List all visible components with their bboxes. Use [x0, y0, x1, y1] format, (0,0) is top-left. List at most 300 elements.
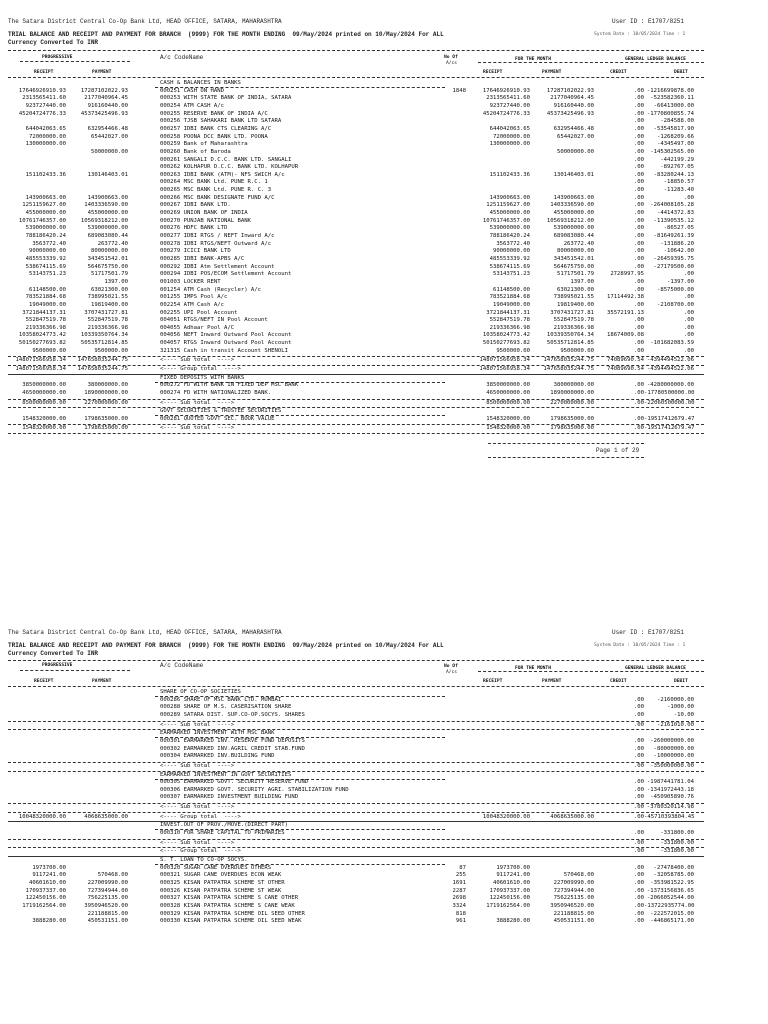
no-of-label: No Of: [444, 55, 458, 60]
cell-c8: -8575000.00: [656, 286, 694, 293]
cell-c2: 450531151.00: [87, 918, 128, 925]
cell-c8: -86527.05: [663, 225, 694, 232]
table-row: [0, 172, 768, 179]
cell-c3: 000267 IDBI BANK LTD.: [160, 202, 231, 209]
cell-c1: 8500000000.00: [22, 399, 66, 406]
cell-c3: 000278 IDBI RTGS/NEFT Outward A/c: [160, 240, 272, 247]
cell-c1: 130000000.00: [25, 141, 66, 148]
table-row: [0, 134, 768, 141]
cell-c5: 8500000000.00: [486, 399, 530, 406]
cell-c4: 3324: [452, 902, 466, 909]
cell-c5: 1719162564.00: [486, 902, 530, 909]
cell-c1: 2313565411.60: [22, 95, 66, 102]
cell-c2: 552847519.78: [87, 317, 128, 324]
cell-c3: 321315 Cash in transit Account SHENOLI: [160, 347, 288, 354]
cell-c3: 000269 UNION BANK OF INDIA: [160, 210, 248, 217]
payment-label-month-p2: PAYMENT: [542, 679, 562, 684]
cell-c3: 000325 KISAN PATPATRA SCHEME ST OTHER: [160, 879, 285, 886]
cell-c6: 380000000.00: [553, 382, 594, 389]
cell-c8: -4280000000.00: [646, 382, 694, 389]
credit-label-p2: CREDIT: [610, 679, 627, 684]
cell-c2: 50000000.00: [90, 148, 128, 155]
cell-c5: 923727440.00: [489, 102, 530, 109]
cell-c6: 19819400.00: [556, 301, 594, 308]
bank-name: The Satara District Central Co-Op Bank Ltd, HEAD OFFICE, SATARA, MAHARASHTRA: [8, 18, 282, 25]
credit-label: CREDIT: [610, 70, 627, 75]
cell-c8: -27478400.00: [653, 864, 694, 871]
cell-c1: 3888280.00: [32, 918, 66, 925]
cell-c8: .00: [683, 332, 694, 339]
cell-c8: .00: [683, 309, 694, 316]
cell-c1: 552847519.78: [25, 317, 66, 324]
cell-c7: .00: [633, 745, 644, 752]
currency-note: Currency Converted To INR: [8, 39, 99, 46]
table-row: [0, 233, 768, 240]
cell-c6: 689083080.44: [553, 233, 594, 239]
table-row: [0, 210, 768, 217]
cell-c4: 2698: [452, 895, 466, 902]
cell-c7: .00: [633, 762, 644, 769]
cell-c5: 1973700.00: [496, 864, 530, 871]
report-title: TRIAL BALANCE AND RECEIPT AND PAYMENT FOR BRANCH (9999) FOR THE MONTH ENDING 09/May/2024 printed on 10/May/2024 For ALL: [8, 31, 444, 38]
receipt-label-p2: RECEIPT: [34, 679, 54, 684]
cell-c7: .00: [633, 721, 644, 728]
cell-c6: 727394944.00: [553, 887, 594, 894]
cell-c3: 000251 CASH ON HAND: [160, 87, 224, 94]
cell-c6: 1403336590.00: [550, 202, 594, 209]
cell-c3: FIXED DEPOSITS WITH BANKS: [160, 374, 245, 381]
table-row: [0, 126, 768, 133]
cell-c3: 000307 EARMARKED INVESTMENT BUILDING FUND: [160, 794, 299, 801]
cell-c5: 122450156.00: [489, 895, 530, 902]
cell-c3: <---- Sub total ---->: [160, 357, 235, 364]
cell-c2: 143900663.00: [87, 194, 128, 201]
cell-c2: 564675750.00: [87, 263, 128, 270]
cell-c8: -3780320114.98: [646, 804, 694, 811]
cell-c6: 50000000.00: [556, 148, 594, 155]
cell-c5: 539000000.00: [489, 225, 530, 232]
cell-c6: 9500000.00: [560, 347, 594, 354]
cell-c1: 170937337.00: [25, 887, 66, 894]
cell-c1: 72000000.00: [28, 133, 66, 140]
progressive-label-p2: PROGRESSIVE: [42, 663, 73, 668]
cell-c1: 10761746357.00: [18, 217, 66, 224]
cell-c7: .00: [633, 779, 644, 786]
cell-c5: 53143751.23: [492, 271, 530, 278]
page-separator: [488, 457, 644, 458]
cell-c7: .00: [633, 248, 644, 255]
bank-name-p2: The Satara District Central Co-Op Bank Ltd, HEAD OFFICE, SATARA, MAHARASHTRA: [8, 629, 282, 636]
cell-c2: 80000000.00: [90, 248, 128, 255]
table-row: [0, 746, 768, 753]
cell-c8: -45710393804.45: [644, 813, 695, 820]
cell-c7: .00: [633, 864, 644, 871]
cell-c8: -4394494522.06: [646, 366, 694, 373]
cell-c7: 35572191.13: [606, 309, 644, 316]
cell-c5: 538674115.69: [489, 263, 530, 270]
cell-c6: 552847519.78: [553, 317, 594, 324]
cell-c7: .00: [633, 225, 644, 232]
cell-c5: 4650000000.00: [486, 390, 530, 396]
cell-c8: -4414372.83: [656, 210, 694, 217]
subtotal-row: [0, 357, 768, 364]
cell-c8: -1397.00: [667, 278, 694, 285]
cell-c2: 51717501.79: [90, 271, 128, 278]
table-row: [0, 918, 768, 925]
cell-c7: .00: [633, 263, 644, 270]
cell-c3: 000261 SANGALI D.C.C. BANK LTD. SANGALI: [160, 156, 292, 163]
cell-c3: 000286 SHARE OF MSC BANK LTD. MUMBAI: [160, 696, 282, 703]
cell-c7: .00: [633, 753, 644, 760]
cell-c3: 000302 EARMARKED INV.AGRIL CREDIT STAB.FUND: [160, 745, 305, 752]
cell-c3: 000276 HDFC BANK LTD: [160, 225, 228, 232]
cell-c7: .00: [633, 171, 644, 178]
cell-c7: .00: [633, 794, 644, 801]
table-row: [0, 697, 768, 704]
cell-c8: -1373156836.65: [646, 887, 694, 894]
cell-c7: .00: [633, 902, 644, 909]
cell-c2: 2177040964.45: [84, 95, 128, 102]
subtotal-row: [0, 804, 768, 811]
cell-c5: 1548320000.00: [486, 415, 530, 422]
cell-c8: -83280244.13: [653, 171, 694, 178]
table-row: [0, 310, 768, 317]
cell-c3: 004056 NEFT Inward Outward Pool Account: [160, 332, 292, 339]
cell-c5: 1251159627.00: [486, 202, 530, 209]
cell-c1: 50150277693.82: [18, 340, 66, 347]
cell-c7: .00: [633, 895, 644, 902]
cell-c2: 1403336590.00: [84, 202, 128, 209]
cell-c3: 000259 Bank of Maharashtra: [160, 141, 248, 148]
cell-c8: -284588.00: [660, 118, 694, 125]
cell-c7: .00: [633, 187, 644, 194]
cell-c2: 727394944.00: [87, 887, 128, 894]
table-row: [0, 416, 768, 423]
cell-c2: 916160440.00: [87, 102, 128, 109]
cell-c3: <---- Group total ---->: [160, 848, 241, 855]
cell-c1: 17646926910.93: [18, 87, 66, 94]
cell-c8: -4345497.00: [656, 141, 694, 148]
cell-c7: .00: [633, 910, 644, 917]
cell-c5: 485553339.92: [489, 255, 530, 262]
cell-c6: 539000000.00: [553, 225, 594, 232]
ac-label-p2: A/cs: [446, 670, 458, 675]
cell-c3: 000326 KISAN PATPATRA SCHEME ST WEAK: [160, 887, 282, 894]
cell-c1: 538674115.69: [25, 263, 66, 270]
cell-c6: 450531151.00: [553, 918, 594, 925]
table-row: [0, 865, 768, 872]
cell-c3: 000272 FD WITH BANK IN FIXED DEP MSC BANK: [160, 382, 299, 389]
cell-c3: 000274 FD WITH NATIONALIZED BANK.: [160, 390, 272, 396]
table-row: [0, 390, 768, 397]
separator-line: [8, 812, 704, 813]
cell-c8: -4394494522.06: [646, 357, 694, 364]
cell-c6: 263772.40: [563, 240, 594, 247]
cell-c6: 756225135.00: [553, 895, 594, 902]
cell-c2: 1890000000.00: [84, 390, 128, 396]
gl-balance-label: GENERAL LEDGER BALANCE: [625, 57, 686, 62]
cell-c7: .00: [633, 133, 644, 140]
cell-c8: -53545817.90: [653, 125, 694, 132]
table-row: [0, 88, 768, 95]
cell-c5: 90000000.00: [492, 248, 530, 255]
table-row: [0, 271, 768, 278]
cell-c7: .00: [633, 839, 644, 846]
cell-c8: -446865171.00: [650, 918, 694, 925]
cell-c5: 9500000.00: [496, 347, 530, 354]
cell-c2: 9500000.00: [94, 347, 128, 354]
subtotal-row: [0, 840, 768, 847]
cell-c8: .00: [683, 324, 694, 331]
cell-c8: -19517412679.47: [644, 415, 695, 422]
cell-c1: 3850000000.00: [22, 382, 66, 389]
cell-c3: 000254 ATM CASH A/c: [160, 102, 224, 109]
table-row: [0, 241, 768, 248]
cell-c3: 001255 IMPS Pool A/c: [160, 294, 228, 301]
cell-c7: .00: [633, 164, 644, 171]
cell-c3: 000281 QUOTED GOVT SEC. BOOK VALUE: [160, 415, 275, 422]
report-title-p2: TRIAL BALANCE AND RECEIPT AND PAYMENT FOR BRANCH (9999) FOR THE MONTH ENDING 09/May/2024 printed on 10/May/2024 For ALL: [8, 642, 444, 649]
cell-c8: -450905890.76: [650, 794, 694, 801]
cell-c5: 3563772.40: [496, 240, 530, 247]
cell-c2: 147658035244.75: [77, 366, 128, 373]
cell-c2: 632954466.48: [87, 125, 128, 132]
cell-c7: .00: [633, 848, 644, 855]
cell-c7: .00: [633, 233, 644, 239]
cell-c3: EARMARKED INVESTMENT WITH MSC BANK: [160, 730, 275, 737]
table-row: [0, 279, 768, 286]
cell-c1: 923727440.00: [25, 102, 66, 109]
table-row: [0, 202, 768, 209]
cell-c6: 51717501.79: [556, 271, 594, 278]
cell-c8: -331800.00: [660, 839, 694, 846]
cell-c1: 19049000.00: [28, 301, 66, 308]
cell-c7: .00: [633, 141, 644, 148]
cell-c5: 2313565411.60: [486, 95, 530, 102]
cell-c1: 53143751.23: [28, 271, 66, 278]
cell-c8: .00: [683, 317, 694, 324]
cell-c3: 000320 SUGAR CANE OVERDUES OTHERS: [160, 864, 272, 871]
cell-c1: 1548320000.00: [22, 424, 66, 431]
cell-c2: 380000000.00: [87, 382, 128, 389]
cell-c7: .00: [633, 704, 644, 711]
section-heading: [0, 689, 768, 696]
table-row: [0, 248, 768, 255]
cell-c8: -1216699878.00: [646, 87, 694, 94]
cell-c5: 17646926910.93: [482, 87, 530, 94]
cell-c8: -2108700.00: [656, 301, 694, 308]
cell-c2: 19819400.00: [90, 301, 128, 308]
cell-c7: .00: [633, 324, 644, 331]
cell-c6: 564675750.00: [553, 263, 594, 270]
grouptotal-row: [0, 366, 768, 373]
cell-c6: 219336366.98: [553, 324, 594, 331]
cell-c7: .00: [633, 156, 644, 163]
cell-c6: 63021300.00: [556, 286, 594, 293]
cell-c3: <---- Group total ---->: [160, 813, 241, 820]
table-row: [0, 256, 768, 263]
cell-c2: 50535712814.85: [80, 340, 128, 347]
table-row: [0, 348, 768, 355]
cell-c2: 756225135.00: [87, 895, 128, 902]
payment-label-p2: PAYMENT: [92, 679, 112, 684]
table-row: [0, 712, 768, 719]
cell-c1: 10358024773.42: [18, 332, 66, 339]
cell-c7: 2728997.95: [610, 271, 644, 278]
cell-c3: S. T. LOAN TO CO-OP SOCYS.: [160, 857, 248, 863]
cell-c5: 3888280.00: [496, 918, 530, 925]
cell-c7: .00: [633, 390, 644, 396]
cell-c3: 000277 IDBI RTGS / NEFT Inward A/c: [160, 233, 275, 239]
cell-c6: 343451542.01: [553, 255, 594, 262]
cell-c6: 1798635000.00: [550, 424, 594, 431]
cell-c7: .00: [633, 202, 644, 209]
cell-c6: 1397.00: [570, 278, 594, 285]
cell-c3: 000310 FOR SHARE CAPITAL TO PRIMARIES: [160, 830, 285, 837]
cell-c5: 50150277693.82: [482, 340, 530, 347]
cell-c7: .00: [633, 813, 644, 820]
cell-c8: -81649261.39: [653, 233, 694, 239]
cell-c5: 10358024773.42: [482, 332, 530, 339]
cell-c3: 000260 Bank of Baroda: [160, 148, 231, 155]
cell-c7: .00: [633, 87, 644, 94]
cell-c7: .00: [633, 399, 644, 406]
cell-c6: 10569318212.00: [546, 217, 594, 224]
cell-c8: -145302565.00: [650, 148, 694, 155]
cell-c5: 788186420.24: [489, 233, 530, 239]
cell-c5: 10761746357.00: [482, 217, 530, 224]
cell-c4: 87: [459, 864, 466, 871]
cell-c3: 000327 KISAN PATPATRA SCHEME S CANE OTHER: [160, 895, 299, 902]
page-2: [0, 620, 768, 1024]
cell-c3: 000279 ICICI BANK LTD: [160, 248, 231, 255]
cell-c6: 50535712814.85: [546, 340, 594, 347]
user-id-p2: User ID : E1707/8251: [612, 629, 685, 636]
cell-c7: .00: [633, 415, 644, 422]
cell-c7: .00: [633, 102, 644, 109]
for-month-label: FOR THE MONTH: [515, 57, 551, 62]
table-row: [0, 149, 768, 156]
cell-c7: .00: [633, 95, 644, 102]
cell-c1: 45204724776.33: [18, 110, 66, 117]
table-row: [0, 787, 768, 794]
cell-c1: 151102433.36: [25, 171, 66, 178]
payment-label-month: PAYMENT: [542, 70, 562, 75]
cell-c1: 788186420.24: [25, 233, 66, 239]
cell-c5: 72000000.00: [492, 133, 530, 140]
subtotal-row: [0, 425, 768, 432]
cell-c5: 783521884.68: [489, 294, 530, 301]
cell-c1: 9117241.00: [32, 872, 66, 879]
cell-c6: 130146403.01: [553, 171, 594, 178]
cell-c5: 45204724776.33: [482, 110, 530, 117]
cell-c7: .00: [633, 382, 644, 389]
cell-c8: -523582360.11: [650, 95, 694, 102]
cell-c6: 2177040964.45: [550, 95, 594, 102]
cell-c7: .00: [633, 424, 644, 431]
cell-c4: 961: [455, 918, 466, 925]
debit-label: DEBIT: [674, 70, 688, 75]
cell-c1: 90000000.00: [28, 248, 66, 255]
cell-c2: 17287102022.93: [80, 87, 128, 94]
cell-c5: 3850000000.00: [486, 382, 530, 389]
cell-c1: 148071566958.34: [15, 357, 66, 364]
cell-c8: -13722935774.00: [644, 902, 695, 909]
table-row: [0, 164, 768, 171]
cell-c8: .00: [683, 347, 694, 354]
table-row: [0, 332, 768, 339]
cell-c8: -18850.57: [663, 179, 694, 186]
cell-c8: -17780500000.00: [644, 390, 695, 396]
cell-c1: 3563772.40: [32, 240, 66, 247]
cell-c7: .00: [633, 737, 644, 744]
cell-c8: -260000000.00: [650, 737, 694, 744]
cell-c8: -80000000.00: [653, 745, 694, 752]
cell-c3: 000262 KOLHAPUR D.C.C. BANK LTD. KOLHAPUR: [160, 164, 299, 171]
cell-c8: -892767.05: [660, 164, 694, 171]
cell-c1: 783521884.68: [25, 294, 66, 301]
table-row: [0, 95, 768, 102]
cell-c1: 61148500.00: [28, 286, 66, 293]
table-row: [0, 111, 768, 118]
cell-c7: 17114492.38: [606, 294, 644, 301]
cell-c8: -350000000.00: [650, 762, 694, 769]
cell-c3: 000255 RESERVE BANK OF INDIA A/C: [160, 110, 268, 117]
subtotal-row: [0, 763, 768, 770]
table-row: [0, 888, 768, 895]
cell-c3: 000270 PUNJAB NATIONAL BANK: [160, 217, 251, 224]
table-row: [0, 264, 768, 271]
section-heading: [0, 408, 768, 415]
cell-c3: INVEST.OUT OF PROV./MOVE.(DIRECT PART): [160, 822, 288, 829]
cell-c6: 45373425496.93: [546, 110, 594, 117]
no-of-label-p2: No Of: [444, 664, 458, 669]
cell-c4: 1691: [452, 879, 466, 886]
cell-c5: 61148500.00: [492, 286, 530, 293]
cell-c3: EARMARKED INVESTMENT IN GOVT SECURITIES: [160, 771, 292, 778]
cell-c5: 148071566958.34: [479, 366, 530, 373]
cell-c7: .00: [633, 255, 644, 262]
grouptotal-row: [0, 814, 768, 821]
cell-c8: -11283.40: [663, 187, 694, 194]
table-row: [0, 895, 768, 902]
cell-c1: 4650000000.00: [22, 390, 66, 396]
system-date: System Date : 10/05/2024 Time : 1: [594, 32, 686, 37]
table-row: [0, 340, 768, 347]
cell-c7: .00: [633, 804, 644, 811]
cell-c8: .00: [683, 294, 694, 301]
cell-c3: 000301 EARMARKED INV. RESERVE FUND DEPOSITS: [160, 737, 305, 744]
cell-c7: .00: [633, 148, 644, 155]
cell-c7: .00: [633, 194, 644, 201]
table-row: [0, 794, 768, 801]
cell-c8: -222572015.00: [650, 910, 694, 917]
cell-c7: .00: [633, 879, 644, 886]
table-row: [0, 302, 768, 309]
cell-c8: -26459395.75: [653, 255, 694, 262]
cell-c6: 147658035244.75: [543, 357, 594, 364]
cell-c6: 65442027.00: [556, 133, 594, 140]
cell-c8: -2066052544.00: [646, 895, 694, 902]
cell-c8: -353981522.95: [650, 879, 694, 886]
cell-c6: 738995021.55: [553, 294, 594, 301]
ac-codename-label-p2: A/c CodeName: [160, 662, 204, 669]
table-row: [0, 911, 768, 918]
cell-c8: .00: [683, 271, 694, 278]
cell-c8: -11390535.12: [653, 217, 694, 224]
payment-label: PAYMENT: [92, 70, 112, 75]
cell-c5: 9117241.00: [496, 872, 530, 879]
